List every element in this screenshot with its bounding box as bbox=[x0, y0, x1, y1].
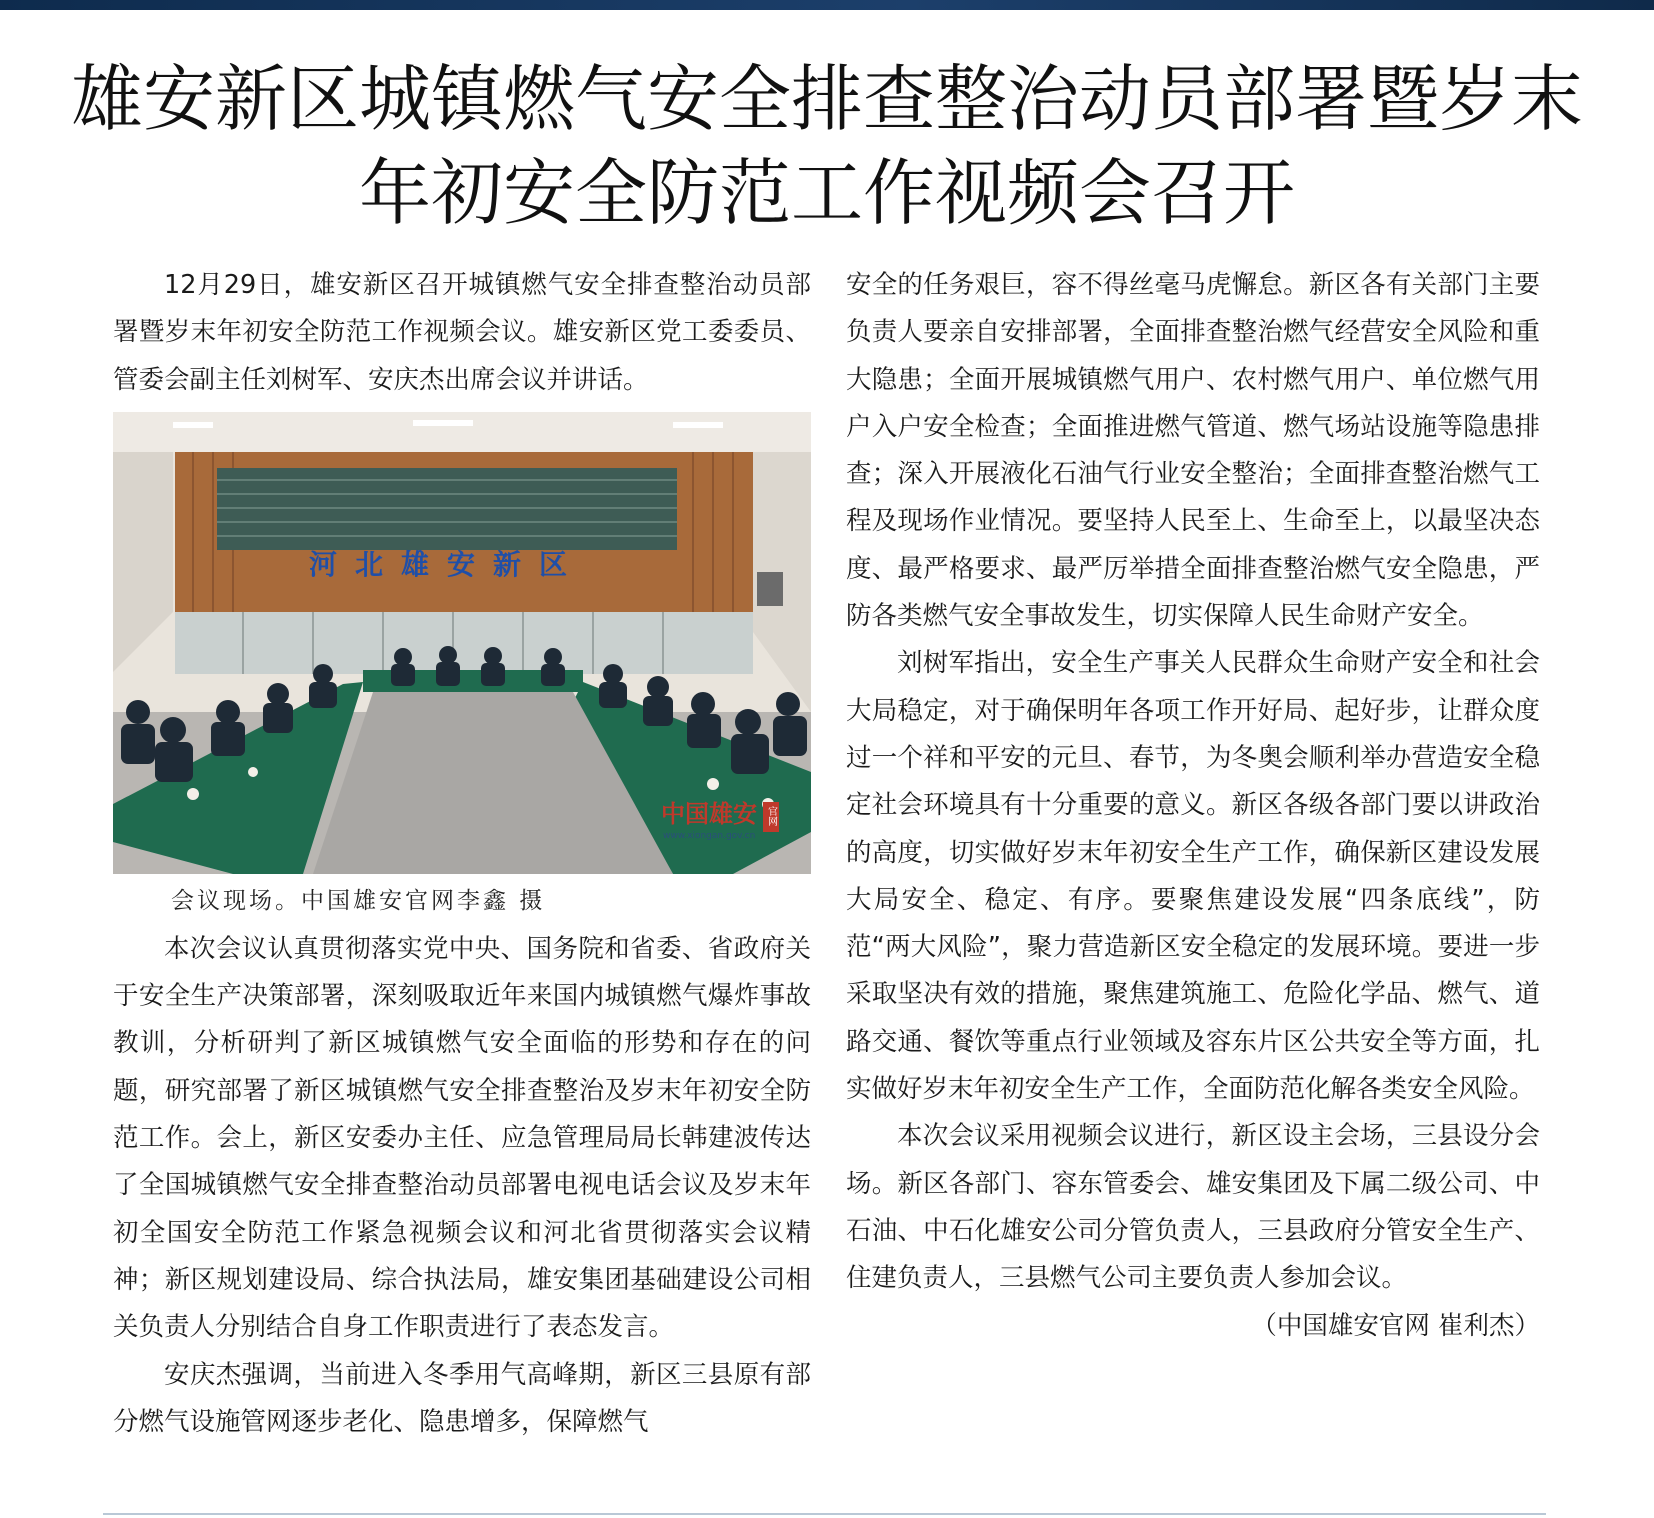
paragraph-liu-shujun: 刘树军指出，安全生产事关人民群众生命财产安全和社会大局稳定，对于确保明年各项工作开好局、起好步，让群众度过一个祥和平安的元旦、春节，为冬奥会顺利举办营造安全稳定社会环境具有十分重要的意义。新区各级各部门要以讲政治的高度，切实做好岁末年初安全生产工作，确保新区建设发展大局安全、稳定、有序。要聚焦建设发展“四条底线”，防范“两大风险”，聚力营造新区安全稳定的发展环境。要进一步采取坚决有效的措施，聚焦建筑施工、危险化学品、燃气、道路交通、餐饮等重点行业领域及容东片区公共安全等方面，扎实做好岁末年初安全生产工作，全面防范化解各类安全风险。 bbox=[846, 648, 1540, 1105]
sign-text: 河北雄安新区 bbox=[308, 547, 586, 581]
watermark-url: www.xiongan.gov.cn bbox=[663, 830, 756, 841]
paragraph-meeting-content: 本次会议认真贯彻落实党中央、国务院和省委、省政府关于安全生产决策部署，深刻吸取近年来国内城镇燃气爆炸事故教训，分析研判了新区城镇燃气安全面临的形势和存在的问题，研究部署了新区城镇燃气安全排查整治及岁末年初安全防范工作。会上，新区安委办主任、应急管理局局长韩建波传达了全国城镇燃气安全排查整治动员部署电视电话会议及岁末年初全国安全防范工作紧急视频会议和河北省贯彻落实会议精神；新区规划建设局、综合执法局，雄安集团基础建设公司相关负责人分别结合自身工作职责进行了表态发言。 bbox=[113, 933, 811, 1343]
meeting-format-text: 本次会议采用视频会议进行，新区设主会场，三县设分会场。新区各部门、容东管委会、雄安集团及下属二级公司、中石油、中石化雄安公司分管负责人，三县政府分管安全生产、住建负责人，三县燃气公司主要负责人参加会议。 bbox=[846, 1121, 1540, 1294]
top-color-band bbox=[0, 0, 1654, 10]
left-column bbox=[113, 262, 811, 1446]
headline-line-2: 年初安全防范工作视频会召开 bbox=[358, 151, 1295, 235]
paragraph-an-qingjie-continued: 安全的任务艰巨，容不得丝毫马虎懈怠。新区各有关部门主要负责人要亲自安排部署，全面排查整治燃气经营安全风险和重大隐患；全面开展城镇燃气用户、农村燃气用户、单位燃气用户入户安全检查；全面推进燃气管道、燃气场站设施等隐患排查；深入开展液化石油气行业安全整治；全面排查整治燃气工程及现场作业情况。要坚持人民至上、生命至上，以最坚决态度、最严格要求、最严厉举措全面排查整治燃气安全隐患，严防各类燃气安全事故发生，切实保障人民生命财产安全。 bbox=[846, 270, 1540, 632]
right-column bbox=[846, 262, 1540, 1350]
paragraph-meeting-format bbox=[846, 1113, 1540, 1341]
bottom-rule bbox=[103, 1513, 1546, 1515]
article-credit: （中国雄安官网 崔利杰） bbox=[1251, 1310, 1540, 1341]
photo-caption: 会议现场。中国雄安官网李鑫 摄 bbox=[171, 887, 546, 914]
watermark-seal: 官网 bbox=[765, 805, 777, 826]
headline-line-1: 雄安新区城镇燃气安全排查整治动员部署暨岁末 bbox=[70, 57, 1583, 141]
watermark-logo-text: 中国雄安 bbox=[661, 798, 757, 828]
paragraph-an-qingjie-start: 安庆杰强调，当前进入冬季用气高峰期，新区三县原有部分燃气设施管网逐步老化、隐患增多，保障燃气 bbox=[113, 1359, 811, 1437]
paragraph-intro: 12月29日，雄安新区召开城镇燃气安全排查整治动员部署暨岁末年初安全防范工作视频会议。雄安新区党工委委员、管委会副主任刘树军、安庆杰出席会议并讲话。 bbox=[113, 270, 811, 395]
meeting-photo bbox=[113, 412, 811, 874]
article-headline bbox=[60, 52, 1594, 240]
